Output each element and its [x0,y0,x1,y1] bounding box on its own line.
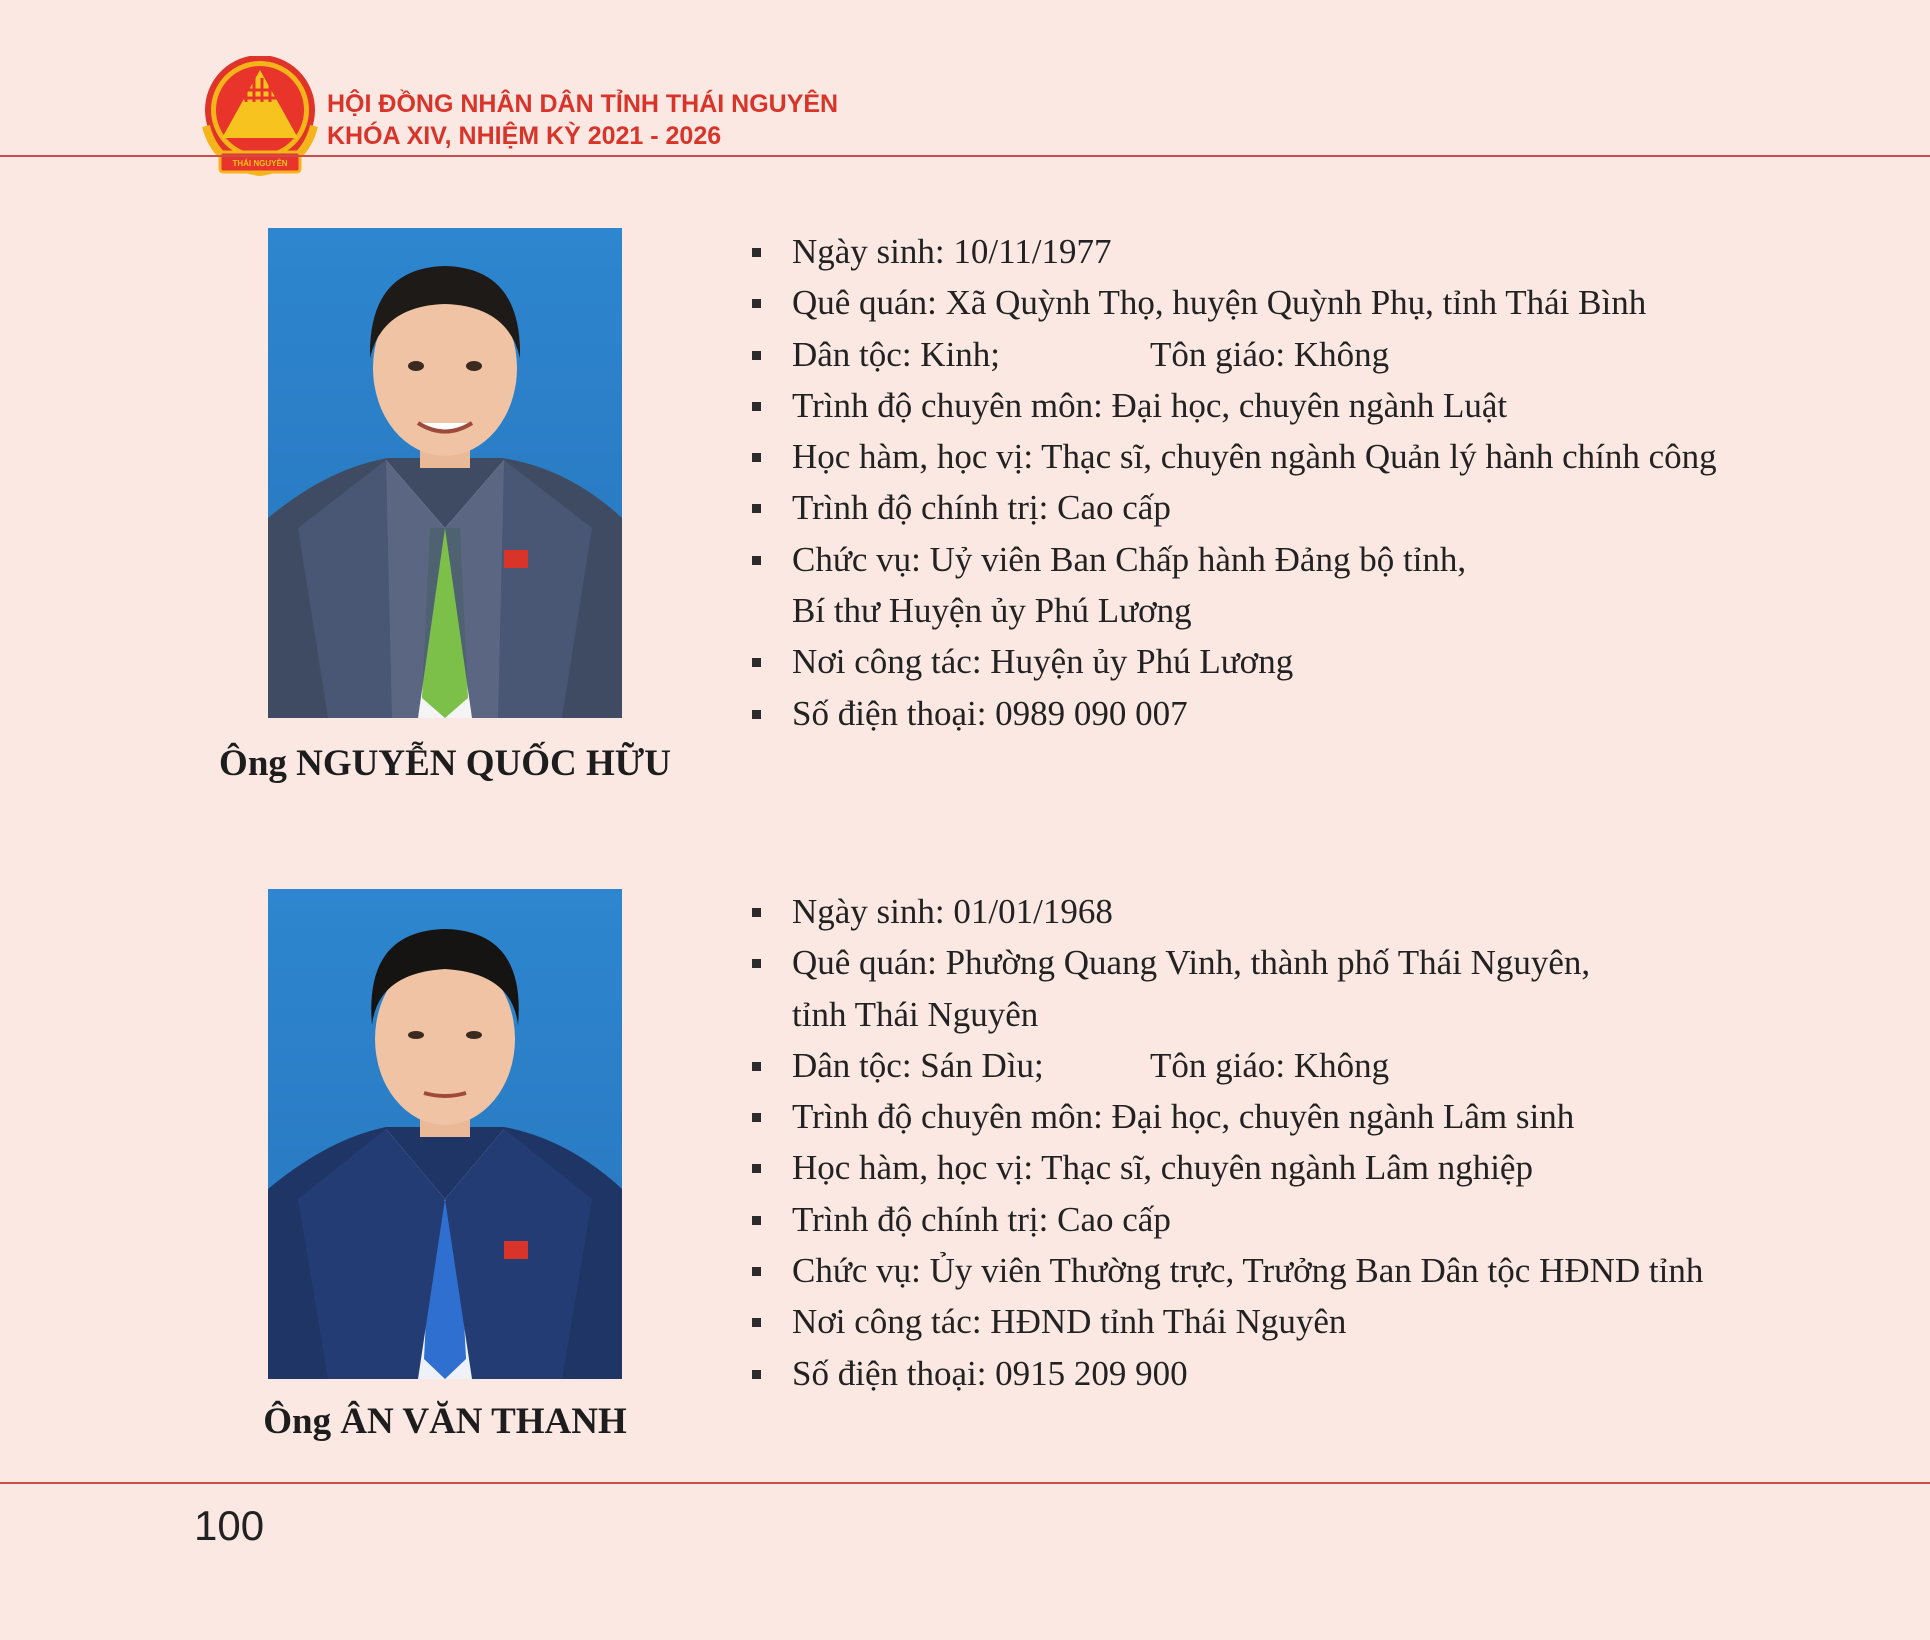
delegate-1-phone: Số điện thoại: 0989 090 007 [750,688,1717,739]
delegate-1-name: Ông NGUYỄN QUỐC HỮU [219,743,671,784]
bullet-icon [752,1164,761,1173]
delegate-1-position: Chức vụ: Uỷ viên Ban Chấp hành Đảng bộ tỉnh, [750,534,1717,585]
bullet-icon [752,248,761,257]
delegate-2-education: Trình độ chuyên môn: Đại học, chuyên ngành Lâm sinh [750,1091,1703,1142]
delegate-1-degree: Học hàm, học vị: Thạc sĩ, chuyên ngành Quản lý hành chính công [750,431,1717,482]
delegate-2-political: Trình độ chính trị: Cao cấp [750,1194,1703,1245]
delegate-1-education: Trình độ chuyên môn: Đại học, chuyên ngành Luật [750,380,1717,431]
delegate-2-hometown-cont: tỉnh Thái Nguyên [792,994,1039,1034]
delegate-1-photo [268,228,622,718]
page-number: 100 [194,1502,265,1549]
delegate-1-workplace: Nơi công tác: Huyện ủy Phú Lương [750,636,1717,687]
delegate-1-position-cont: Bí thư Huyện ủy Phú Lương [792,591,1192,631]
delegate-1-hometown: Quê quán: Xã Quỳnh Thọ, huyện Quỳnh Phụ, tỉnh Thái Bình [750,277,1717,328]
footer-divider [0,1482,1930,1484]
header-divider [0,155,1930,157]
delegate-2-ethnicity-religion: Dân tộc: Sán Dìu; Tôn giáo: Không [750,1040,1703,1091]
delegate-2-hometown: Quê quán: Phường Quang Vinh, thành phố Thái Nguyên, [750,937,1703,988]
bullet-icon [752,1113,761,1122]
delegate-2-degree: Học hàm, học vị: Thạc sĩ, chuyên ngành Lâm nghiệp [750,1142,1703,1193]
header-line-2: KHÓA XIV, NHIỆM KỲ 2021 - 2026 [327,122,722,150]
bullet-icon [752,402,761,411]
delegate-2-birthdate: Ngày sinh: 01/01/1968 [750,886,1703,937]
bullet-icon [752,1370,761,1379]
bullet-icon [752,1062,761,1071]
logo-text: THÁI NGUYÊN [232,159,288,168]
bullet-icon [752,658,761,667]
bullet-icon [752,351,761,360]
bullet-icon [752,959,761,968]
page-header [0,0,1930,180]
delegate-1-birthdate: Ngày sinh: 10/11/1977 [750,226,1717,277]
delegate-2-photo [268,889,622,1379]
bullet-icon [752,556,761,565]
delegate-1-political: Trình độ chính trị: Cao cấp [750,482,1717,533]
delegate-2-info-list [750,886,1703,1399]
bullet-icon [752,504,761,513]
bullet-icon [752,710,761,719]
delegate-1-ethnicity-religion: Dân tộc: Kinh; Tôn giáo: Không [750,329,1717,380]
delegate-2-position: Chức vụ: Ủy viên Thường trực, Trưởng Ban Dân tộc HĐND tỉnh [750,1245,1703,1296]
bullet-icon [752,908,761,917]
bullet-icon [752,1318,761,1327]
header-title [327,88,838,152]
delegate-2-phone: Số điện thoại: 0915 209 900 [750,1348,1703,1399]
bullet-icon [752,1267,761,1276]
delegate-1-info-list [750,226,1717,739]
delegate-2-workplace: Nơi công tác: HĐND tỉnh Thái Nguyên [750,1296,1703,1347]
bullet-icon [752,453,761,462]
delegate-2-name: Ông ÂN VĂN THANH [263,1401,627,1442]
header-line-1: HỘI ĐỒNG NHÂN DÂN TỈNH THÁI NGUYÊN [327,90,839,118]
council-emblem-icon [196,56,324,180]
bullet-icon [752,299,761,308]
bullet-icon [752,1216,761,1225]
